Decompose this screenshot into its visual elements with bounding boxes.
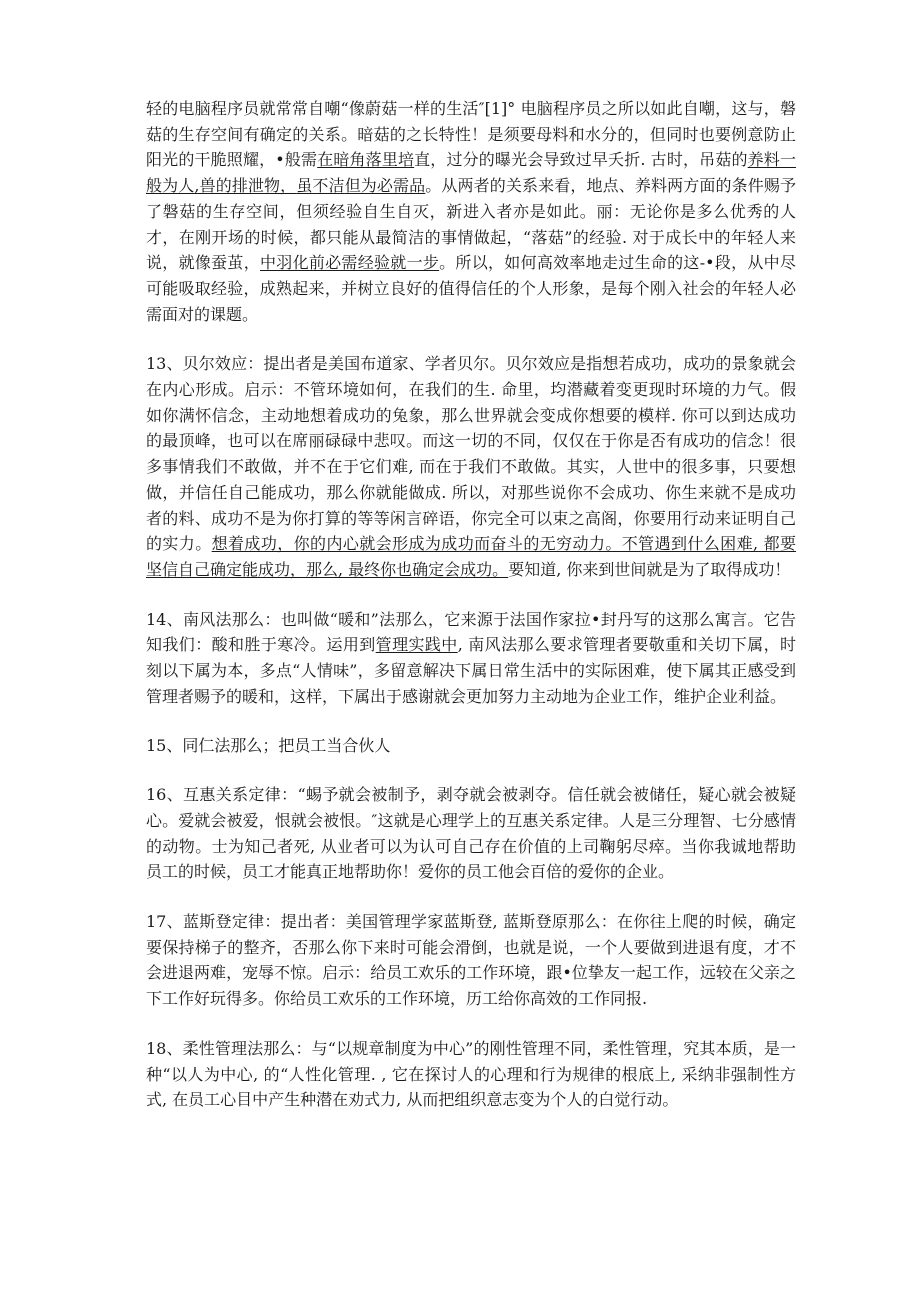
text-segment: 16、互惠关系定律：“蜴予就会被制予，剥夺就会被剥夺。信任就会被储任，疑心就会被疑心。爱就会被爱，恨就会被恨。″这就是心理学上的互惠关系定律。人是三分理智、七分感情的动物。士为知己者死, 从业者可以为认可自己存在价值的上司鞠躬尽瘁。当你我诚地帮助员工的时候，员工才能真正地帮助你！爱你的员工他会百倍的爱你的企业。 xyxy=(146,785,796,882)
text-segment: 13、贝尔效应：提出者是美国布道家、学者贝尔。贝尔效应是指想若成功，成功的景象就会在内心形成。启示：不管环境如何，在我们的生. 命里，均潜藏着变更现时环境的力气。假如你满怀信念，主动地想着成功的兔象，那么世界就会变成你想要的模样. 你可以到达成功的最顶峰，也可以在席丽碌碌中悲叹。而这一切的不同，仅仅在于你是否有成功的信念！很多事情我们不敢做，并不在于它们难, 而在于我们不敢做。其实，人世中的很多事，只要想做，并信任自己能成功，那么你就能做成. 所以，对那些说你不会成功、你生来就不是成功者的料、成功不是为你打算的等等闲言碎语，你完全可以束之高阁，你要用行动来证明自己的实力。 xyxy=(146,354,796,554)
underlined-text: 中羽化前必需经验就一步 xyxy=(260,253,440,273)
paragraph-13-bell-effect xyxy=(146,351,796,582)
text-segment: , 南风法那么要求管理者要敬重和关切下属，时刻以下属为本，多点“人情味”，多留意解决下属日常生活中的实际困难，使下属其正感受到管理者赐予的暖和，这样，下属出于感谢就会更加努力主动地为企业工作，维护企业利益。 xyxy=(146,635,796,706)
text-segment: 轻的电脑程序员就常常自嘲“像蔚菇一样的生活″[1]° 电脑程序员之所以如此自嘲，这与，磐菇的生存空间有确定的关系。暗菇的之长特性！是须要母料和水分的，但同时也要例意防止阳光的干脆照耀，•般需 xyxy=(146,99,796,170)
text-segment: 18、柔性管理法那么：与“以规章制度为中心”的刚性管理不同，柔性管理，究其本质，是一种“以人为中心, 的“人性化管理. , 它在探讨人的心理和行为规律的根底上, 采纳非强制性方式, 在员工心目中产生种潜在劝式力, 从而把组织意志变为个人的白觉行动。 xyxy=(146,1038,796,1110)
underlined-text: 想着成功，你的内心就会形成为成功而奋斗的无穷动力。不管遇到什么困难, 都要坚信自己确定能成功，那么, 最终你也确定会成功。 xyxy=(146,534,796,579)
paragraph-16-reciprocity-law xyxy=(146,782,796,885)
underlined-text: 但为必需品 xyxy=(344,176,426,196)
paragraph-18-flexible-management xyxy=(146,1036,796,1113)
text-segment: 。从两者的关系来看，地点、养料两方面的条件赐予了磐菇的生存空间，但须经验自生自灭，新进入者亦是如此。丽：无论你是多么优秀的人才，在刚开场的时候，都只能从最简洁的事情做起，“落菇”的经验. 对于成长中的年轻人来说，就像蚕茧， xyxy=(146,176,796,273)
text-segment: 直，过分的曝光会导致过早夭折. 古时，吊菇的 xyxy=(414,150,748,170)
text-segment: 15、同仁法那么；把员工当合伙人 xyxy=(146,736,391,756)
paragraph-14-south-wind-law xyxy=(146,607,796,710)
paragraph-15-partner-law xyxy=(146,733,796,759)
underlined-text: 虽不洁 xyxy=(296,176,345,196)
paragraph-17-lansden-law xyxy=(146,909,796,1012)
text-segment: 。所以，如何高效率地走过生命的这-•段，从中尽可能吸取经验，成熟起来，并树立良好的值得信任的个人形象，是每个刚入社会的年轻人必需面对的课题。 xyxy=(146,253,796,324)
text-segment: 17、蓝斯登定律：提出者：美国管理学家蓝斯登, 蓝斯登原那么：在你往上爬的时候，确定要保持梯子的整齐，否那么你下来时可能会滑倒，也就是说，一个人要做到进退有度，才不会进退两难，宠辱不惊。启示：给员工欢乐的工作环境，跟•位挚友一起工作，远较在父亲之下工作好玩得多。你给员工欢乐的工作环境，历工给你高效的工作同报. xyxy=(146,911,796,1009)
underlined-text: 养料一般为人,兽的排泄物， xyxy=(146,150,796,196)
paragraph-mushroom-management xyxy=(146,96,796,327)
underlined-text: 在暗角落里培 xyxy=(317,150,415,170)
text-segment: 要知道, 你来到世间就是为了取得成功！ xyxy=(508,559,791,579)
underlined-text: 管理实践中 xyxy=(375,635,458,655)
text-segment: 14、南风法那么：也叫做“暖和”法那么，它来源于法国作家拉•封丹写的这那么寓言。它告知我们：酸和胜于寒冷。运用到 xyxy=(146,609,796,655)
document-page xyxy=(146,96,796,1137)
